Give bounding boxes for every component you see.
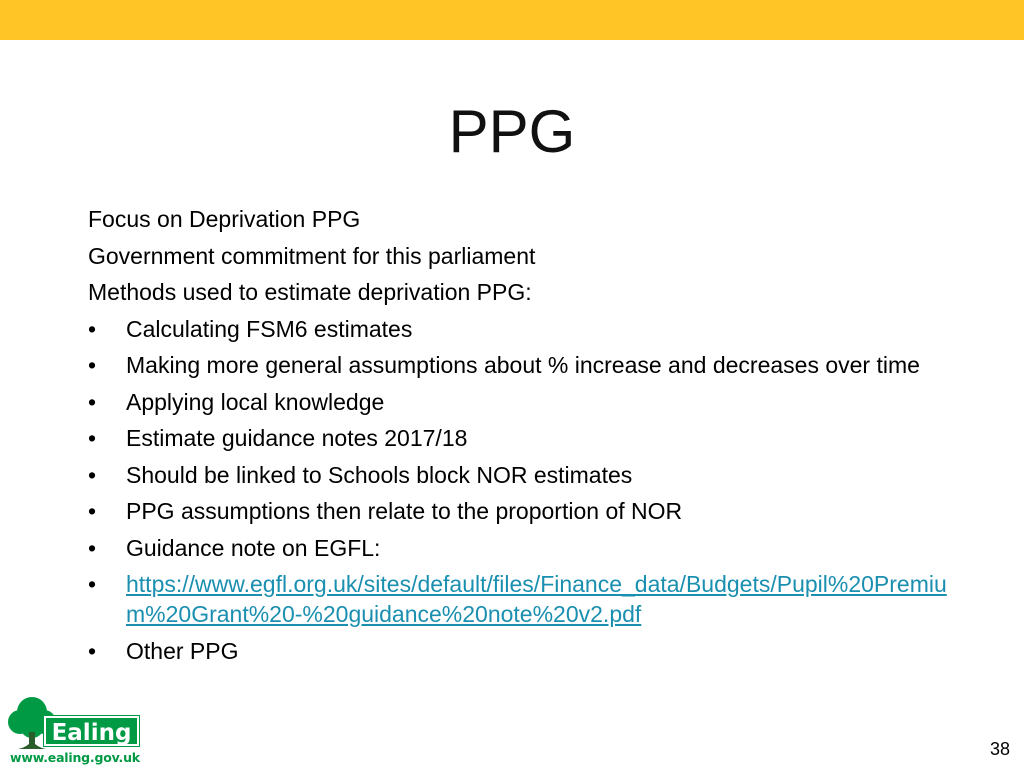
bullet-icon: • bbox=[88, 461, 97, 488]
bullet-text: Other PPG bbox=[126, 637, 239, 664]
list-item bbox=[88, 460, 948, 490]
bullet-text: Calculating FSM6 estimates bbox=[126, 315, 413, 342]
guidance-note-link[interactable]: https://www.egfl.org.uk/sites/default/files/Finance_data/Budgets/Pupil%20Premium%20Grant%20-%20guidance%20note%20v2.pdf bbox=[126, 571, 947, 627]
page-number: 38 bbox=[989, 739, 1010, 759]
paragraph-focus: Focus on Deprivation PPG bbox=[88, 206, 361, 232]
slide-body bbox=[88, 204, 948, 672]
logo-wordmark: Ealing bbox=[44, 716, 139, 746]
ealing-logo bbox=[4, 694, 144, 766]
bullet-text: Making more general assumptions about % increase and decreases over time bbox=[126, 352, 920, 378]
bullet-text: Should be linked to Schools block NOR estimates bbox=[126, 461, 633, 488]
bullet-icon: • bbox=[88, 315, 97, 342]
bullet-text: Applying local knowledge bbox=[126, 388, 385, 415]
bullet-text: Estimate guidance notes 2017/18 bbox=[126, 425, 468, 451]
logo-url: www.ealing.gov.uk bbox=[10, 750, 140, 765]
bullet-icon: • bbox=[88, 498, 97, 524]
bullet-list bbox=[88, 314, 948, 666]
paragraph-methods: Methods used to estimate deprivation PPG: bbox=[88, 279, 532, 305]
bullet-icon: • bbox=[88, 571, 97, 597]
slide-title: PPG bbox=[448, 98, 576, 165]
list-item bbox=[88, 387, 948, 417]
bullet-text: Guidance note on EGFL: bbox=[126, 534, 381, 561]
list-item bbox=[88, 496, 948, 526]
bullet-text: PPG assumptions then relate to the proportion of NOR bbox=[126, 498, 683, 524]
list-item bbox=[88, 569, 948, 629]
list-item bbox=[88, 350, 948, 380]
paragraph-commitment: Government commitment for this parliament bbox=[88, 242, 536, 269]
list-item bbox=[88, 423, 948, 453]
bullet-icon: • bbox=[88, 637, 97, 664]
list-item bbox=[88, 533, 948, 563]
list-item bbox=[88, 636, 948, 666]
bullet-icon: • bbox=[88, 352, 97, 378]
bullet-icon: • bbox=[88, 534, 97, 561]
bullet-icon: • bbox=[88, 388, 97, 415]
bullet-icon: • bbox=[88, 425, 97, 451]
top-accent-bar bbox=[0, 0, 1024, 40]
list-item bbox=[88, 314, 948, 344]
